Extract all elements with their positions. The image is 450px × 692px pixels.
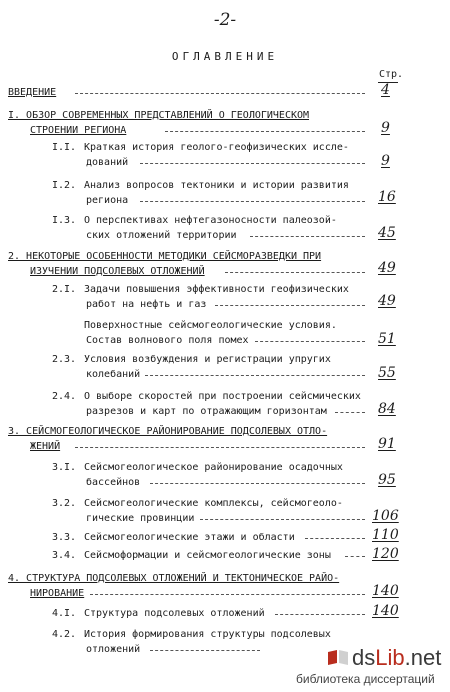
leader-dots [215,305,365,306]
toc-entry-4-2[interactable]: 4.2. История формирования структуры подсолевых [52,629,331,640]
toc-entry-3[interactable]: 3. СЕЙСМОГЕОЛОГИЧЕСКОЕ РАЙОНИРОВАНИЕ ПОДСОЛЕВЫХ ОТЛО- [8,426,328,437]
toc-entry-1-3[interactable]: I.3. О перспективах нефтегазоносности палеозой- [52,215,337,226]
toc-page: 49 [378,293,396,309]
leader-dots [250,236,365,237]
toc-entry-2-3-cont: колебаний [86,369,141,380]
leader-dots [140,163,365,164]
toc-entry-4[interactable]: 4. СТРУКТУРА ПОДСОЛЕВЫХ ОТЛОЖЕНИЙ И ТЕКТОНИЧЕСКОЕ РАЙО- [8,573,340,584]
toc-entry-3-cont: ЖЕНИЙ [30,441,61,452]
toc-entry-intro[interactable]: ВВЕДЕНИЕ [8,87,57,98]
toc-entry-4-2-cont: отложений [86,644,141,655]
leader-dots [150,483,365,484]
toc-entry-2-1-cont: работ на нефть и газ [86,299,207,310]
dslib-tagline: библиотека диссертаций [296,672,435,686]
toc-page: 95 [378,472,396,488]
toc-entry-2-2[interactable]: Поверхностные сейсмогеологические условия. [84,320,337,331]
toc-entry-1-2-cont: региона [86,195,129,206]
toc-page: 9 [381,120,390,136]
toc-entry-4-cont: НИРОВАНИЕ [30,588,85,599]
book-logo-icon [326,648,350,666]
leader-dots [165,131,365,132]
toc-page: 140 [372,583,399,599]
toc-page: 4 [381,82,390,98]
leader-dots [200,519,365,520]
toc-entry-3-4[interactable]: 3.4. Сейсмоформации и сейсмогеологические зоны [52,550,331,561]
page-column-header: Стр. [379,69,404,80]
leader-dots [90,594,365,595]
dslib-brand: dsLib.net [352,645,442,670]
page-number: -2- [213,10,237,30]
toc-entry-2-1[interactable]: 2.I. Задачи повышения эффективности геофизических [52,284,349,295]
toc-page: 16 [378,189,396,205]
toc-entry-3-3[interactable]: 3.3. Сейсмогеологические этажи и области [52,532,295,543]
dslib-watermark[interactable] [240,645,450,692]
toc-page: 140 [372,603,399,619]
toc-entry-2-cont: ИЗУЧЕНИИ ПОДСОЛЕВЫХ ОТЛОЖЕНИЙ [30,266,205,277]
leader-dots [305,538,365,539]
leader-dots [345,556,365,557]
toc-entry-1-3-cont: ских отложений территории [86,230,237,241]
leader-dots [140,201,365,202]
leader-dots [335,412,365,413]
toc-page: 106 [372,508,399,524]
toc-entry-4-1[interactable]: 4.I. Структура подсолевых отложений [52,608,265,619]
leader-dots [225,272,365,273]
toc-page: 91 [378,436,396,452]
toc-heading: ОГЛАВЛЕНИЕ [171,50,279,63]
leader-dots [75,447,365,448]
toc-entry-2-3[interactable]: 2.3. Условия возбуждения и регистрации упругих [52,354,331,365]
toc-entry-2[interactable]: 2. НЕКОТОРЫЕ ОСОБЕННОСТИ МЕТОДИКИ СЕЙСМОРАЗВЕДКИ ПРИ [8,251,322,262]
toc-page: 55 [378,365,396,381]
toc-entry-3-1[interactable]: 3.I. Сейсмогеологическое районирование осадочных [52,462,343,473]
toc-entry-1[interactable]: I. ОБЗОР СОВРЕМЕННЫХ ПРЕДСТАВЛЕНИЙ О ГЕОЛОГИЧЕСКОМ [8,110,310,121]
toc-page: 84 [378,401,396,417]
leader-dots [75,93,365,94]
toc-entry-2-4-cont: разрезов и карт по отражающим горизонтам [86,406,327,417]
toc-entry-3-2-cont: гические провинции [86,513,195,524]
toc-entry-3-2[interactable]: 3.2. Сейсмогеологические комплексы, сейсмогеоло- [52,498,343,509]
leader-dots [275,614,365,615]
toc-page: 110 [372,527,399,543]
toc-entry-3-1-cont: бассейнов [86,477,141,488]
toc-entry-1-cont: СТРОЕНИИ РЕГИОНА [30,125,127,136]
toc-entry-1-1[interactable]: I.I. Краткая история геолого-геофизических иссле- [52,142,349,153]
toc-entry-2-4[interactable]: 2.4. О выборе скоростей при построении сейсмических [52,391,361,402]
toc-page: 51 [378,331,396,347]
toc-page: 120 [372,546,399,562]
toc-entry-2-2-cont: Состав волнового поля помех [86,335,249,346]
leader-dots [145,375,365,376]
toc-page: 9 [381,153,390,169]
toc-page: 45 [378,225,396,241]
toc-entry-1-1-cont: дований [86,157,129,168]
leader-dots [255,341,365,342]
toc-entry-1-2[interactable]: I.2. Анализ вопросов тектоники и истории развития [52,180,349,191]
toc-page: 49 [378,260,396,276]
